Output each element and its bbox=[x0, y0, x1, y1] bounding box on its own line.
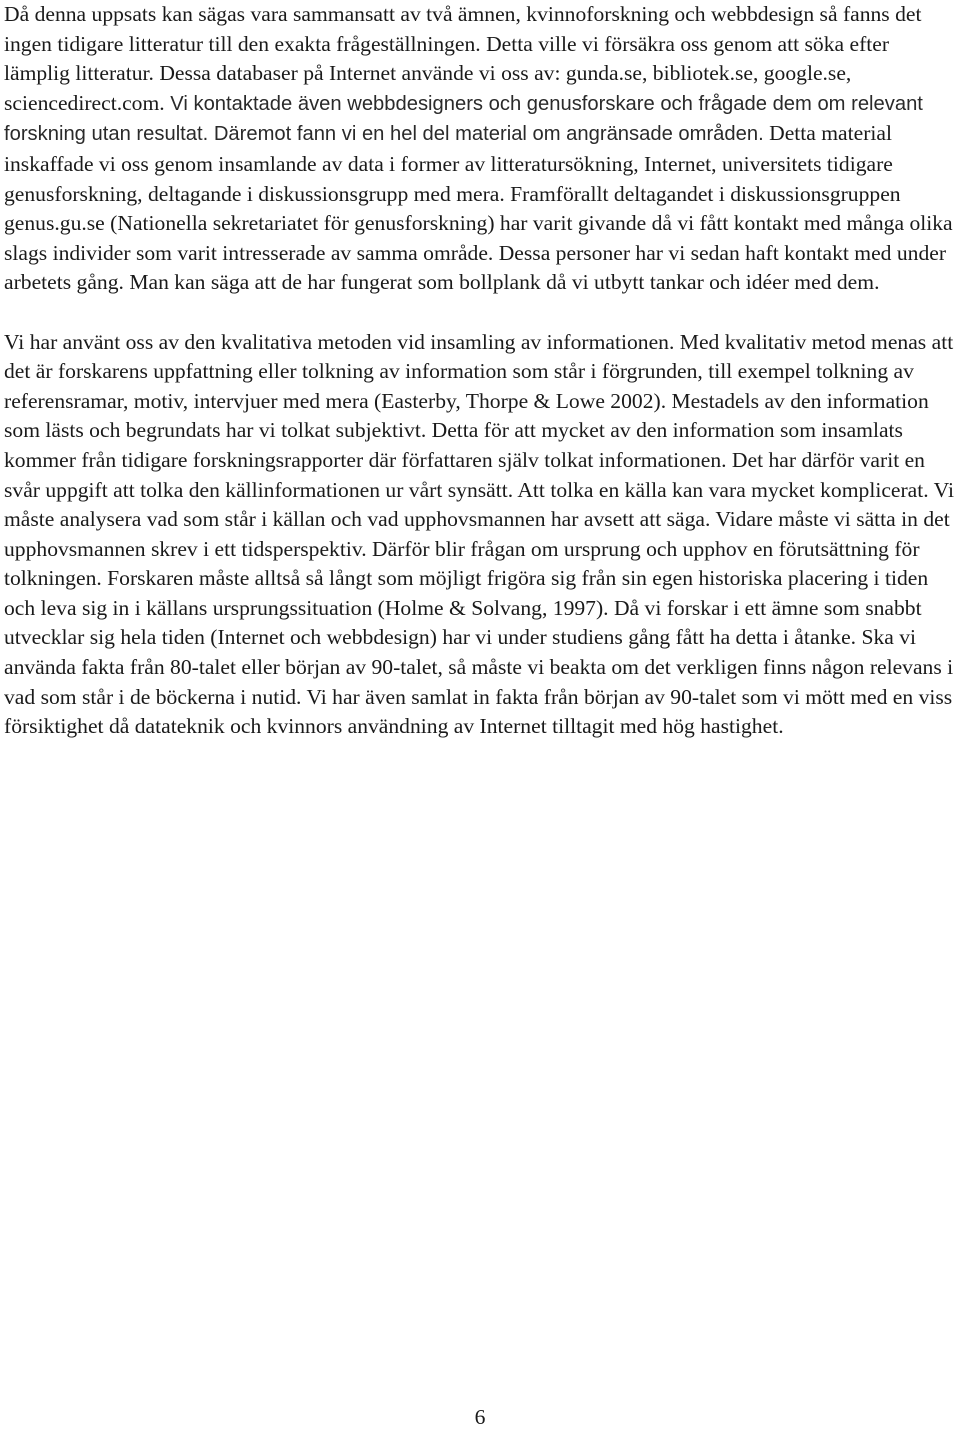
paragraph-sources bbox=[4, 0, 956, 298]
paragraph-1-part-2: Vi kontaktade även webbdesigners och genusforskare och frågade dem om relevant forskning utan resultat. Däremot fann vi en hel del material om angränsade områden. bbox=[4, 92, 923, 146]
document-page bbox=[4, 0, 956, 742]
paragraph-1-part-1: Då denna uppsats kan sägas vara sammansatt av två ämnen, kvinnoforskning och webbdesign så fanns det ingen tidigare litteratur till den exakta frågeställningen. Detta ville vi försäkra oss genom att söka efter lämplig litteratur. Dessa databaser på Internet använde vi oss av: gunda.se, bibliotek.se, google.se, sciencedirect.com. bbox=[4, 2, 922, 115]
paragraph-1-part-3: Detta material inskaffade vi oss genom insamlande av data i former av litteratursökning, Internet, universitets tidigare genusforskning, deltagande i diskussionsgrupp med mera. Framförallt deltagandet i diskussionsgruppen genus.gu.se bbox=[4, 121, 901, 236]
paragraph-method: Vi har använt oss av den kvalitativa metoden vid insamling av informationen. Med kvalitativ metod menas att det är forskarens uppfattning eller tolkning av information som står i förgrunden, till exempel tolkning av referensramar, motiv, intervjuer med mera (Easterby, Thorpe & Lowe 2002). Mestadels av den information som lästs och begrundats har vi tolkat subjektivt. Detta för att mycket av den information som insamlats kommer från tidigare forskningsrapporter där författaren själv tolkat informationen. Det har därför varit en svår uppgift att tolka den källinformationen ur vårt synsätt. Att tolka en källa kan vara mycket komplicerat. Vi måste analysera vad som står i källan och vad upphovsmannen har avsett att säga. Vidare måste vi sätta in det upphovsmannen skrev i ett tidsperspektiv. Därför blir frågan om ursprung och upphov en förutsättning för tolkningen. Forskaren måste alltså så långt som möjligt frigöra sig från sin egen historiska placering i tiden och leva sig in i källans ursprungssituation (Holme & Solvang, 1997). Då vi forskar i ett ämne som snabbt utvecklar sig hela tiden (Internet och webbdesign) har vi under studiens gång fått ha detta i åtanke. Ska vi använda fakta från 80-talet eller början av 90-talet, så måste vi beakta om det verkligen finns någon relevans i vad som står i de böckerna i nutid. Vi har även samlat in fakta från början av 90-talet som vi mött med en viss försiktighet då datateknik och kvinnors användning av Internet tilltagit med hög hastighet. bbox=[4, 329, 954, 739]
paragraph-1-part-4: (Nationella sekretariatet för genusforskning) har varit givande då vi fått kontakt med många olika slags individer som varit intresserade av samma område. Dessa personer har vi sedan haft kontakt med under arbetets gång. Man kan säga att de har fungerat som bollplank då vi utbytt tankar och idéer med dem. bbox=[4, 211, 953, 295]
page-number: 6 bbox=[474, 1405, 486, 1429]
